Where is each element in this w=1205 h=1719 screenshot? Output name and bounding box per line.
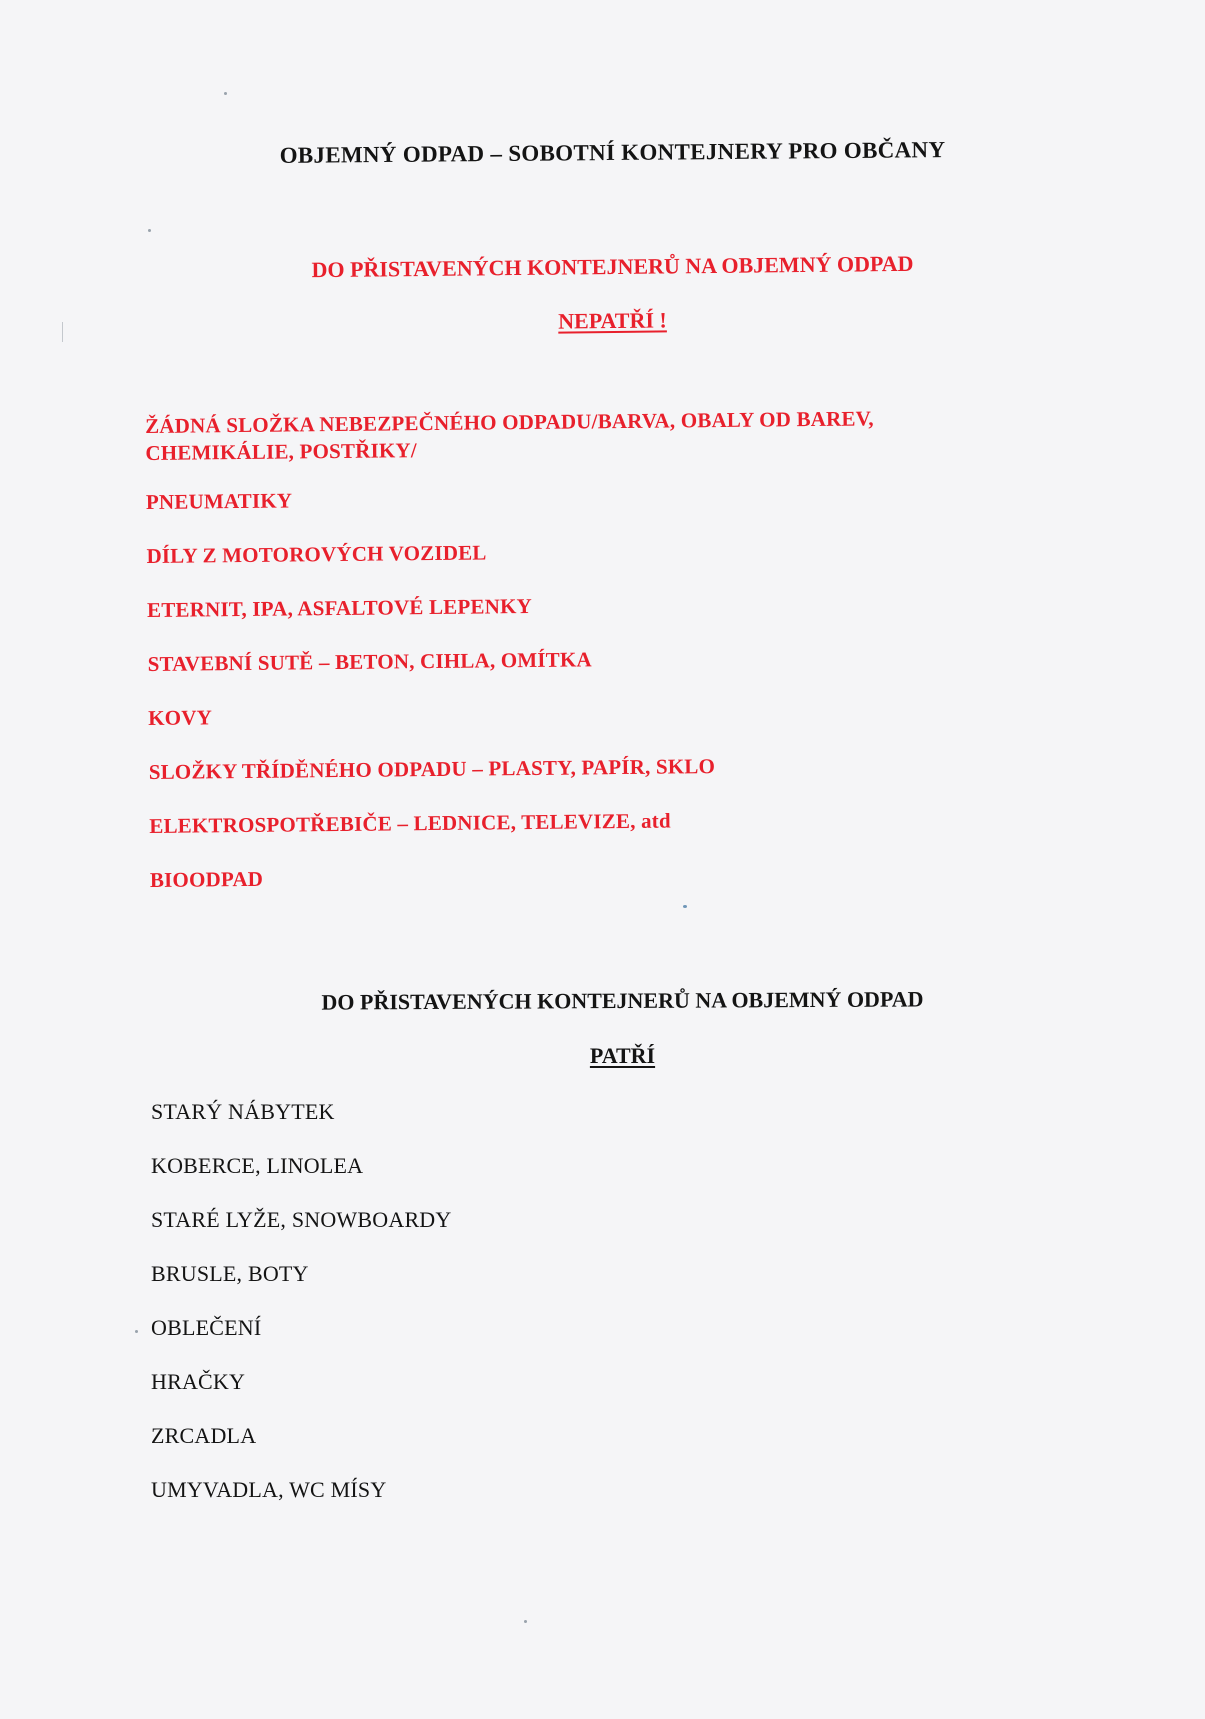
scan-speck	[224, 92, 227, 95]
forbidden-items-list	[145, 404, 1050, 921]
forbidden-item-car-parts: DÍLY Z MOTOROVÝCH VOZIDEL	[146, 540, 487, 568]
scan-speck	[524, 1620, 527, 1623]
allowed-subheading: PATŘÍ	[589, 1043, 656, 1068]
forbidden-heading: DO PŘISTAVENÝCH KONTEJNERŮ NA OBJEMNÝ ODPAD	[311, 250, 914, 283]
allowed-item-carpets: KOBERCE, LINOLEA	[151, 1153, 364, 1178]
allowed-items-list	[151, 1098, 452, 1530]
scan-speck	[62, 322, 63, 342]
forbidden-item-sorted-waste: SLOŽKY TŘÍDĚNÉHO ODPADU – PLASTY, PAPÍR, SKLO	[148, 754, 716, 784]
allowed-item-skis: STARÉ LYŽE, SNOWBOARDY	[151, 1207, 452, 1232]
forbidden-item-rubble: STAVEBNÍ SUTĚ – BETON, CIHLA, OMÍTKA	[147, 647, 592, 676]
allowed-item-mirrors: ZRCADLA	[151, 1423, 257, 1448]
allowed-item-skates: BRUSLE, BOTY	[151, 1261, 309, 1286]
allowed-item-furniture: STARÝ NÁBYTEK	[151, 1099, 335, 1124]
allowed-heading: DO PŘISTAVENÝCH KONTEJNERŮ NA OBJEMNÝ ODPAD	[321, 986, 924, 1015]
allowed-item-sinks: UMYVADLA, WC MÍSY	[151, 1477, 387, 1502]
scan-speck	[683, 905, 687, 908]
scan-speck	[148, 229, 151, 232]
forbidden-item-electronics: ELEKTROSPOTŘEBIČE – LEDNICE, TELEVIZE, atd	[149, 808, 671, 838]
forbidden-item-eternit: ETERNIT, IPA, ASFALTOVÉ LEPENKY	[146, 593, 533, 622]
allowed-item-clothing: OBLEČENÍ	[151, 1315, 262, 1340]
allowed-item-toys: HRAČKY	[151, 1369, 246, 1394]
document-title: OBJEMNÝ ODPAD – SOBOTNÍ KONTEJNERY PRO OBČANY	[279, 137, 946, 168]
forbidden-item-tyres: PNEUMATIKY	[145, 488, 293, 514]
forbidden-item-biowaste: BIOODPAD	[149, 866, 264, 892]
forbidden-item-hazardous: ŽÁDNÁ SLOŽKA NEBEZPEČNÉHO ODPADU/BARVA, OBALY OD BAREV, CHEMIKÁLIE, POSTŘIKY/	[145, 406, 874, 465]
forbidden-item-metals: KOVY	[148, 705, 213, 730]
scan-speck	[135, 1330, 138, 1333]
forbidden-subheading: NEPATŘÍ !	[558, 307, 667, 334]
